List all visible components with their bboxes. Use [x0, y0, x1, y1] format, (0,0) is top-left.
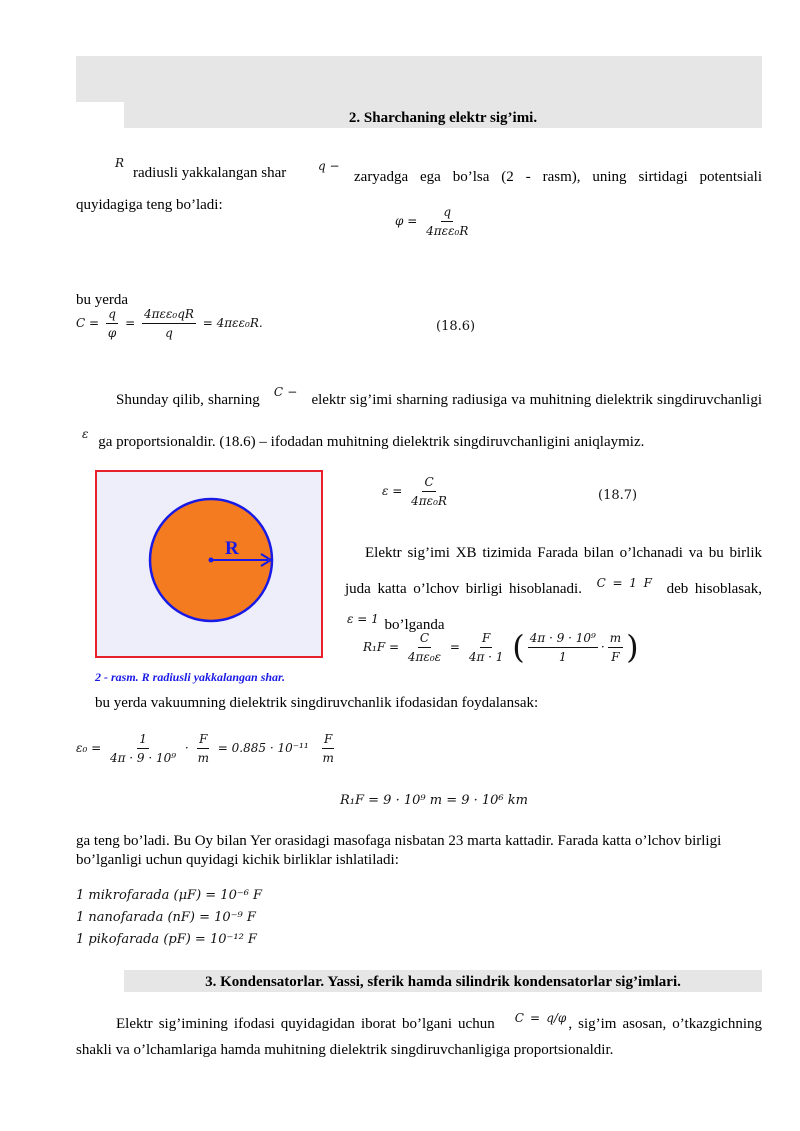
unit-micro: 1 mikrofarada (μF) = 10⁻⁶ F — [76, 888, 263, 903]
sphere-diagram — [95, 470, 323, 658]
figure-caption: 2 - rasm. R radiusli yakkalangan shar. — [95, 670, 286, 684]
section-3-heading: 3. Kondensatorlar. Yassi, sferik hamda silindrik kondensatorlar sig’imlari. — [205, 974, 681, 990]
equation-number-18-6: (18.6) — [436, 319, 476, 334]
unit-nano: 1 nanofarada (nF) = 10⁻⁹ F — [76, 910, 256, 925]
center-dot — [209, 558, 214, 563]
equation-C: C = $\frac{q}{\varphi}$ = $\frac{\text{4πεε₀qR}}{q}$ = 4πεε₀R. — [76, 307, 263, 341]
para1-text-a: radiusli yakkalangan shar — [133, 165, 287, 181]
equation-R1F-value: R₁F = 9 · 10⁹ m = 9 · 10⁶ km — [340, 793, 528, 808]
symbol-epsilon: ε — [82, 427, 89, 441]
units-list — [76, 885, 262, 951]
equation-R1F: R₁F = $\frac{C}{\text{4πε₀ε}}$ = $\frac{F}{4\pi \cdot 1}$ ( $\frac{\text{4π · 9 · 10⁹}}{1}$ · $\frac{m}{F}$ ) — [363, 628, 639, 666]
symbol-C-q-phi: C = q/φ — [514, 1011, 567, 1025]
symbol-q: q − — [318, 159, 340, 173]
section-2-heading: 2. Sharchaning elektr sig’imi. — [348, 110, 538, 126]
symbol-C: C − — [273, 385, 298, 399]
equation-number-18-7: (18.7) — [598, 488, 638, 503]
para6: Elektr sig’imining ifodasi quyidagidan iborat bo’lgani uchun $^{C = q/\varphi}$ , sig’im asosan, o’tkazgichning shakli va o’lchamlariga hamda muhitning dielektrik singdiruvchanligiga proportsionaldir. — [76, 1011, 763, 1058]
radius-label: R — [225, 538, 239, 559]
equation-epsilon: ε = $\frac{C}{\text{4πε₀R}}$ — [382, 475, 447, 509]
para4: bu yerda vakuumning dielektrik singdiruvchanlik ifodasidan foydalansak: — [95, 695, 539, 711]
symbol-epsilon-1: ε = 1 — [347, 612, 379, 626]
equation-epsilon0: ε₀ = $\frac{1}{\text{4π · 9 · 10⁹}}$ · $\frac{F}{m}$ = 0.885 · 10⁻¹¹ $\frac{F}{m}$ — [76, 732, 334, 766]
para3: Elektr sig’imi XB tizimida Farada bilan o’lchanadi va bu birlik juda katta o’lchov birligi hisoblanadi. $^{C = 1 F}$ deb hisoblasak, $^{\varepsilon = 1}$ bo’lganda — [345, 545, 763, 633]
bu-yerda: bu yerda — [76, 292, 129, 308]
top-gray-band — [76, 56, 762, 102]
para2: Shunday qilib, sharning $^{C -}$ elektr sig’imi sharning radiusiga va muhitning dielektrik singdiruvchanligi $^\varepsilon$ ga proportsionaldir. (18.6) – ifodadan muhitning dielektrik singdiruvchanligini aniqlaymiz. — [82, 385, 762, 450]
para1-text-b: zaryadga ega bo’lsa (2 - rasm), uning sirtidagi potentsiali quyidagiga teng bo’ladi: — [76, 169, 762, 213]
figure-sphere — [95, 470, 323, 658]
unit-pico: 1 pikofarada (pF) = 10⁻¹² F — [76, 932, 257, 947]
para5: ga teng bo’ladi. Bu Oy bilan Yer orasidagi masofaga nisbatan 23 marta kattadir. Farada katta o’lchov birligi bo’lganligi uchun quyidagi kichik birliklar ishlatiladi: — [76, 833, 722, 868]
symbol-C-1F: C = 1 F — [596, 576, 652, 590]
symbol-R: R — [115, 156, 125, 170]
equation-phi: φ = $\frac{q}{\text{4πεε₀R}}$ — [395, 205, 469, 239]
